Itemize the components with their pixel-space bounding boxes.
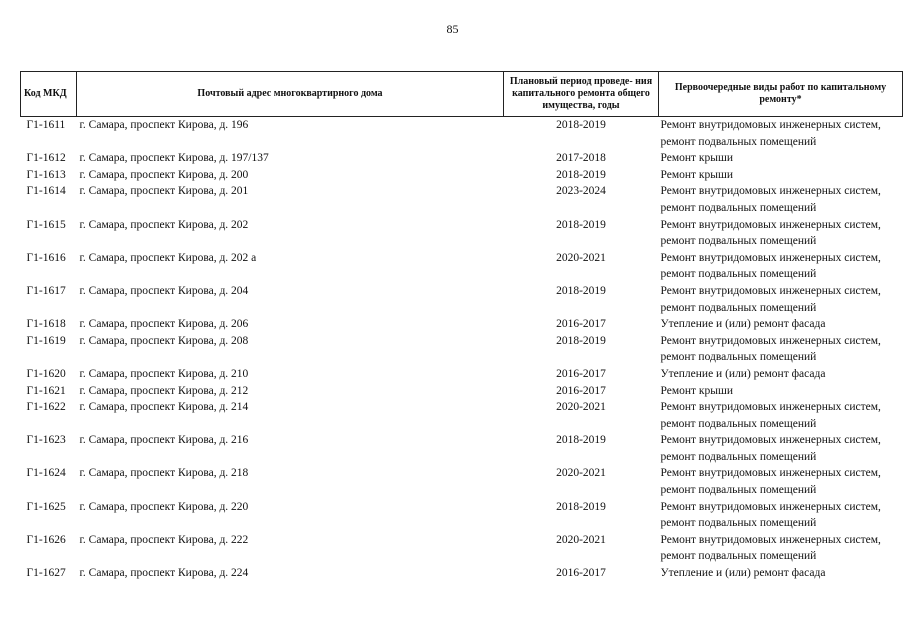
- table-row: [21, 217, 903, 250]
- row-works: [659, 366, 903, 383]
- table-row: [21, 465, 903, 498]
- row-works: [659, 383, 903, 400]
- row-period: 2018-2019: [556, 284, 606, 297]
- works-line: Ремонт внутридомовых инженерных систем,: [660, 500, 881, 513]
- works-line: ремонт подвальных помещений: [660, 517, 817, 530]
- row-works: [659, 167, 903, 184]
- row-works: [659, 499, 903, 532]
- row-period: 2016-2017: [556, 384, 606, 397]
- table-header: [21, 72, 903, 117]
- table-row: [21, 167, 903, 184]
- works-line: Ремонт внутридомовых инженерных систем,: [660, 401, 881, 414]
- works-line: Утепление и (или) ремонт фасада: [660, 318, 826, 331]
- table-row: [21, 565, 903, 582]
- row-period: 2018-2019: [556, 218, 606, 231]
- row-period: 2016-2017: [556, 367, 606, 380]
- row-period: 2016-2017: [556, 567, 606, 580]
- row-works: [659, 565, 903, 582]
- works-line: Ремонт крыши: [660, 384, 734, 397]
- row-period: 2018-2019: [556, 168, 606, 181]
- row-address: г. Самара, проспект Кирова, д. 202: [79, 218, 249, 231]
- row-address: г. Самара, проспект Кирова, д. 204: [79, 284, 249, 297]
- row-code: Г1-1611: [26, 119, 66, 131]
- row-address: г. Самара, проспект Кирова, д. 206: [79, 318, 249, 331]
- row-period: 2017-2018: [556, 152, 606, 165]
- header-works: Первоочередные виды работ по капитальному ремонту*: [659, 72, 903, 117]
- row-works: [659, 183, 903, 216]
- table-body: [21, 117, 903, 582]
- row-address: г. Самара, проспект Кирова, д. 201: [79, 185, 249, 198]
- row-code: Г1-1614: [26, 185, 66, 198]
- works-line: Ремонт внутридомовых инженерных систем,: [660, 533, 881, 546]
- works-line: Ремонт крыши: [660, 168, 734, 181]
- capital-repair-table: [20, 71, 903, 582]
- row-code: Г1-1620: [26, 367, 66, 380]
- row-code: Г1-1615: [26, 218, 66, 231]
- row-address: г. Самара, проспект Кирова, д. 202 а: [79, 251, 257, 264]
- row-period: 2018-2019: [556, 434, 606, 447]
- works-line: ремонт подвальных помещений: [660, 301, 817, 314]
- row-period: 2020-2021: [556, 533, 606, 546]
- row-period: 2020-2021: [556, 467, 606, 480]
- row-address: г. Самара, проспект Кирова, д. 197/137: [79, 152, 269, 165]
- header-code: Код МКД: [21, 72, 77, 117]
- table-row: [21, 532, 903, 565]
- works-line: ремонт подвальных помещений: [660, 450, 817, 463]
- table-row: [21, 250, 903, 283]
- table-row: [21, 399, 903, 432]
- row-address: г. Самара, проспект Кирова, д. 218: [79, 467, 249, 480]
- works-line: Утепление и (или) ремонт фасада: [660, 367, 826, 380]
- works-line: ремонт подвальных помещений: [660, 268, 817, 281]
- row-works: [659, 117, 903, 151]
- header-row: [21, 72, 903, 117]
- row-code: Г1-1619: [26, 334, 66, 347]
- works-line: Ремонт внутридомовых инженерных систем,: [660, 434, 881, 447]
- row-works: [659, 432, 903, 465]
- works-line: ремонт подвальных помещений: [660, 235, 817, 248]
- works-line: ремонт подвальных помещений: [660, 201, 817, 214]
- row-works: [659, 150, 903, 167]
- row-address: г. Самара, проспект Кирова, д. 200: [79, 168, 249, 181]
- row-code: Г1-1626: [26, 533, 66, 546]
- table-row: [21, 383, 903, 400]
- works-line: Ремонт внутридомовых инженерных систем,: [660, 334, 881, 347]
- row-code: Г1-1617: [26, 284, 66, 297]
- row-address: г. Самара, проспект Кирова, д. 220: [79, 500, 249, 513]
- table-row: [21, 183, 903, 216]
- row-period: 2020-2021: [556, 401, 606, 414]
- works-line: Ремонт крыши: [660, 152, 734, 165]
- row-period: 2016-2017: [556, 318, 606, 331]
- row-works: [659, 333, 903, 366]
- row-code: Г1-1622: [26, 401, 66, 414]
- row-address: г. Самара, проспект Кирова, д. 224: [79, 567, 249, 580]
- table-row: [21, 366, 903, 383]
- row-code: Г1-1624: [26, 467, 66, 480]
- row-works: [659, 217, 903, 250]
- row-address: г. Самара, проспект Кирова, д. 216: [79, 434, 249, 447]
- row-works: [659, 316, 903, 333]
- row-works: [659, 532, 903, 565]
- row-code: Г1-1623: [26, 434, 66, 447]
- row-code: Г1-1621: [26, 384, 66, 397]
- header-address: Почтовый адрес многоквартирного дома: [77, 72, 504, 117]
- works-line: Ремонт внутридомовых инженерных систем,: [660, 119, 881, 131]
- row-address: г. Самара, проспект Кирова, д. 222: [79, 533, 249, 546]
- row-code: Г1-1618: [26, 318, 66, 331]
- row-period: 2018-2019: [556, 119, 606, 131]
- row-address: г. Самара, проспект Кирова, д. 196: [79, 119, 249, 131]
- works-line: Ремонт внутридомовых инженерных систем,: [660, 251, 881, 264]
- row-address: г. Самара, проспект Кирова, д. 210: [79, 367, 249, 380]
- table-row: [21, 117, 903, 151]
- row-address: г. Самара, проспект Кирова, д. 208: [79, 334, 249, 347]
- row-code: Г1-1627: [26, 567, 66, 580]
- table-row: [21, 432, 903, 465]
- header-period: Плановый период проведе- ния капитального ремонта общего имущества, годы: [504, 72, 659, 117]
- row-code: Г1-1616: [26, 251, 66, 264]
- table-row: [21, 283, 903, 316]
- row-address: г. Самара, проспект Кирова, д. 212: [79, 384, 249, 397]
- row-works: [659, 465, 903, 498]
- works-line: ремонт подвальных помещений: [660, 417, 817, 430]
- row-code: Г1-1612: [26, 152, 66, 165]
- works-line: Ремонт внутридомовых инженерных систем,: [660, 185, 881, 198]
- works-line: ремонт подвальных помещений: [660, 351, 817, 364]
- works-line: ремонт подвальных помещений: [660, 135, 817, 148]
- works-line: Ремонт внутридомовых инженерных систем,: [660, 467, 881, 480]
- works-line: Утепление и (или) ремонт фасада: [660, 567, 826, 580]
- page-number: 85: [446, 22, 459, 36]
- works-line: ремонт подвальных помещений: [660, 550, 817, 563]
- table-row: [21, 150, 903, 167]
- row-works: [659, 250, 903, 283]
- row-works: [659, 399, 903, 432]
- row-code: Г1-1625: [26, 500, 66, 513]
- row-period: 2018-2019: [556, 334, 606, 347]
- table-row: [21, 333, 903, 366]
- table-row: [21, 316, 903, 333]
- table-row: [21, 499, 903, 532]
- row-address: г. Самара, проспект Кирова, д. 214: [79, 401, 249, 414]
- works-line: Ремонт внутридомовых инженерных систем,: [660, 218, 881, 231]
- row-period: 2023-2024: [556, 185, 606, 198]
- row-period: 2020-2021: [556, 251, 606, 264]
- works-line: ремонт подвальных помещений: [660, 484, 817, 497]
- row-works: [659, 283, 903, 316]
- row-period: 2018-2019: [556, 500, 606, 513]
- works-line: Ремонт внутридомовых инженерных систем,: [660, 284, 881, 297]
- row-code: Г1-1613: [26, 168, 66, 181]
